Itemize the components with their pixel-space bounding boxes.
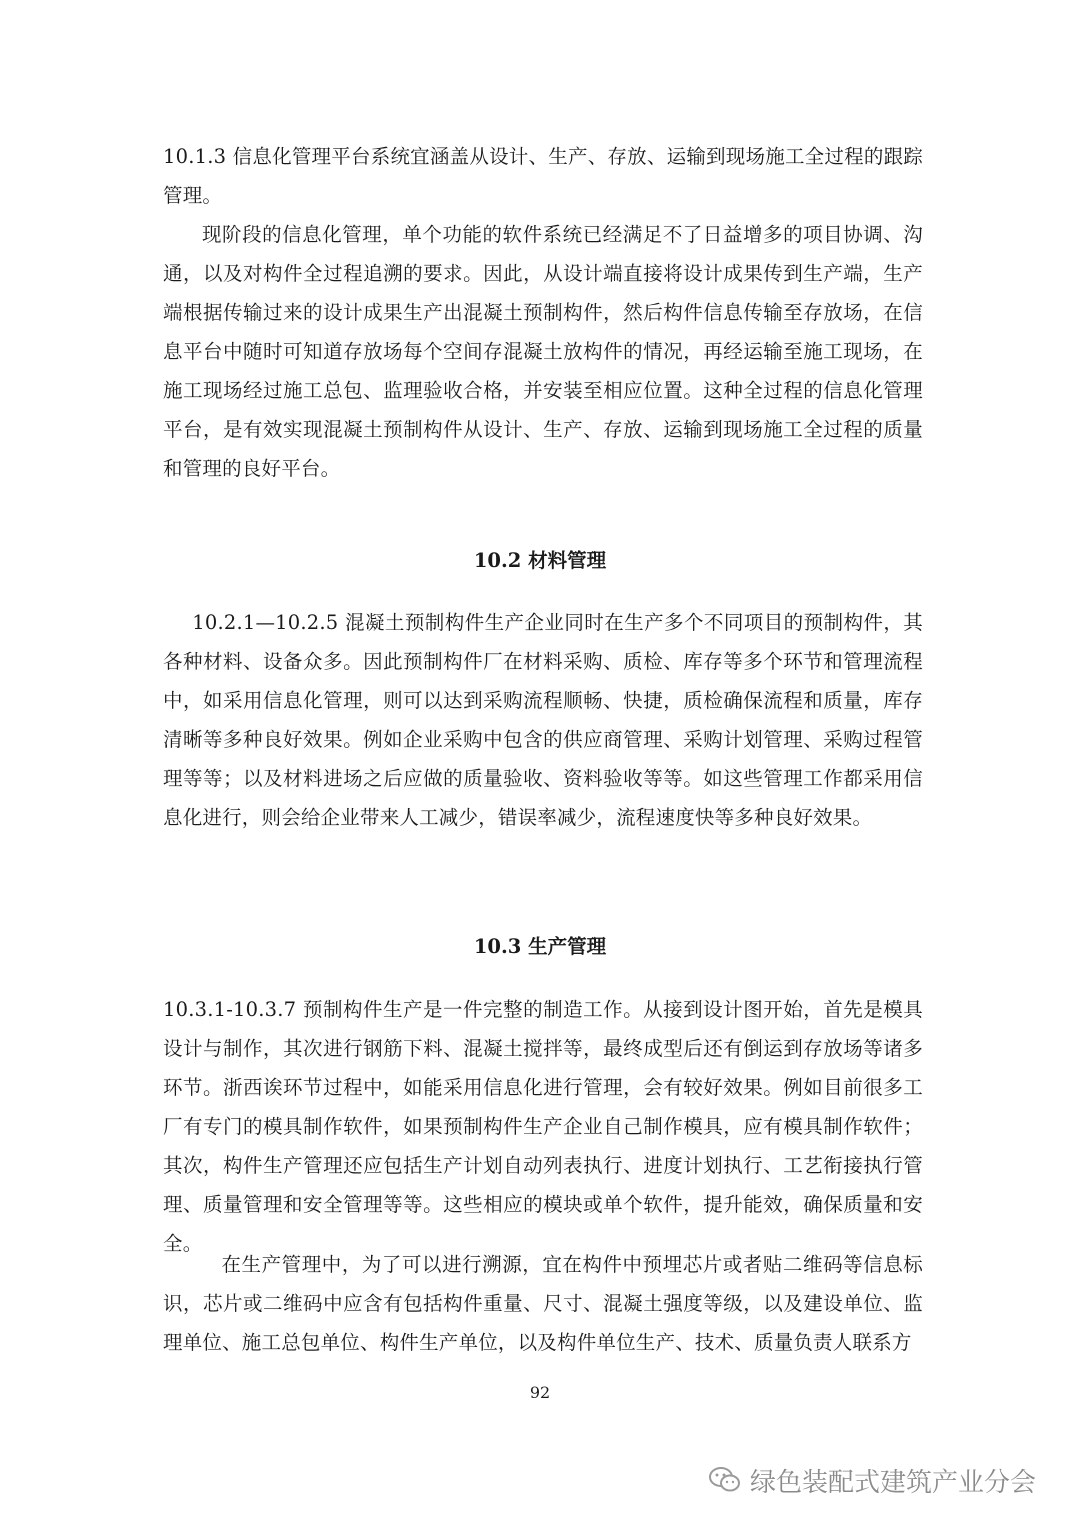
wechat-icon — [708, 1465, 742, 1495]
para-10-3: 10.3.1-10.3.7 预制构件生产是一件完整的制造工作。从接到设计图开始，首先是模具设计与制作，其次进行钢筋下料、混凝土搅拌等，最终成型后还有倒运到存放场等诸多环节。浙西诶环节过程中，如能采用信息化进行管理，会有较好效果。例如目前很多工厂有专门的模具制作软件，如果预制构件生产企业自己制作模具，应有模具制作软件；其次，构件生产管理还应包括生产计划自动列表执行、进度计划执行、工艺衔接执行管理、质量管理和安全管理等等。这些相应的模块或单个软件，提升能效，确保质量和安全。 — [163, 998, 923, 1255]
para-10-1-3: 10.1.3 信息化管理平台系统宜涵盖从设计、生产、存放、运输到现场施工全过程的跟踪管理。 — [163, 145, 923, 207]
page-number: 92 — [529, 1383, 551, 1402]
heading-10-3: 10.3 生产管理 — [473, 935, 607, 958]
watermark-text: 绿色装配式建筑产业分会 — [750, 1467, 1037, 1498]
para-10-3-traceability: 在生产管理中，为了可以进行溯源，宜在构件中预埋芯片或者贴二维码等信息标识，芯片或二维码中应含有包括构件重量、尺寸、混凝土强度等级，以及建设单位、监理单位、施工总包单位、构件生产单位，以及构件单位生产、技术、质量负责人联系方 — [163, 1253, 923, 1354]
para-10-2: 10.2.1—10.2.5 混凝土预制构件生产企业同时在生产多个不同项目的预制构件，其各种材料、设备众多。因此预制构件厂在材料采购、质检、库存等多个环节和管理流程中，如采用信息化管理，则可以达到采购流程顺畅、快捷，质检确保流程和质量，库存清晰等多种良好效果。例如企业采购中包含的供应商管理、采购计划管理、采购过程管理等等；以及材料进场之后应做的质量验收、资料验收等等。如这些管理工作都采用信息化进行，则会给企业带来人工减少，错误率减少，流程速度快等多种良好效果。 — [163, 611, 923, 829]
heading-10-2: 10.2 材料管理 — [473, 549, 607, 572]
para-10-1-3-explanation: 现阶段的信息化管理，单个功能的软件系统已经满足不了日益增多的项目协调、沟通，以及对构件全过程追溯的要求。因此，从设计端直接将设计成果传到生产端，生产端根据传输过来的设计成果生产出混凝土预制构件，然后构件信息传输至存放场，在信息平台中随时可知道存放场每个空间存混凝土放构件的情况，再经运输至施工现场，在施工现场经过施工总包、监理验收合格，并安装至相应位置。这种全过程的信息化管理平台，是有效实现混凝土预制构件从设计、生产、存放、运输到现场施工全过程的质量和管理的良好平台。 — [163, 223, 923, 480]
watermark — [708, 1460, 1036, 1500]
